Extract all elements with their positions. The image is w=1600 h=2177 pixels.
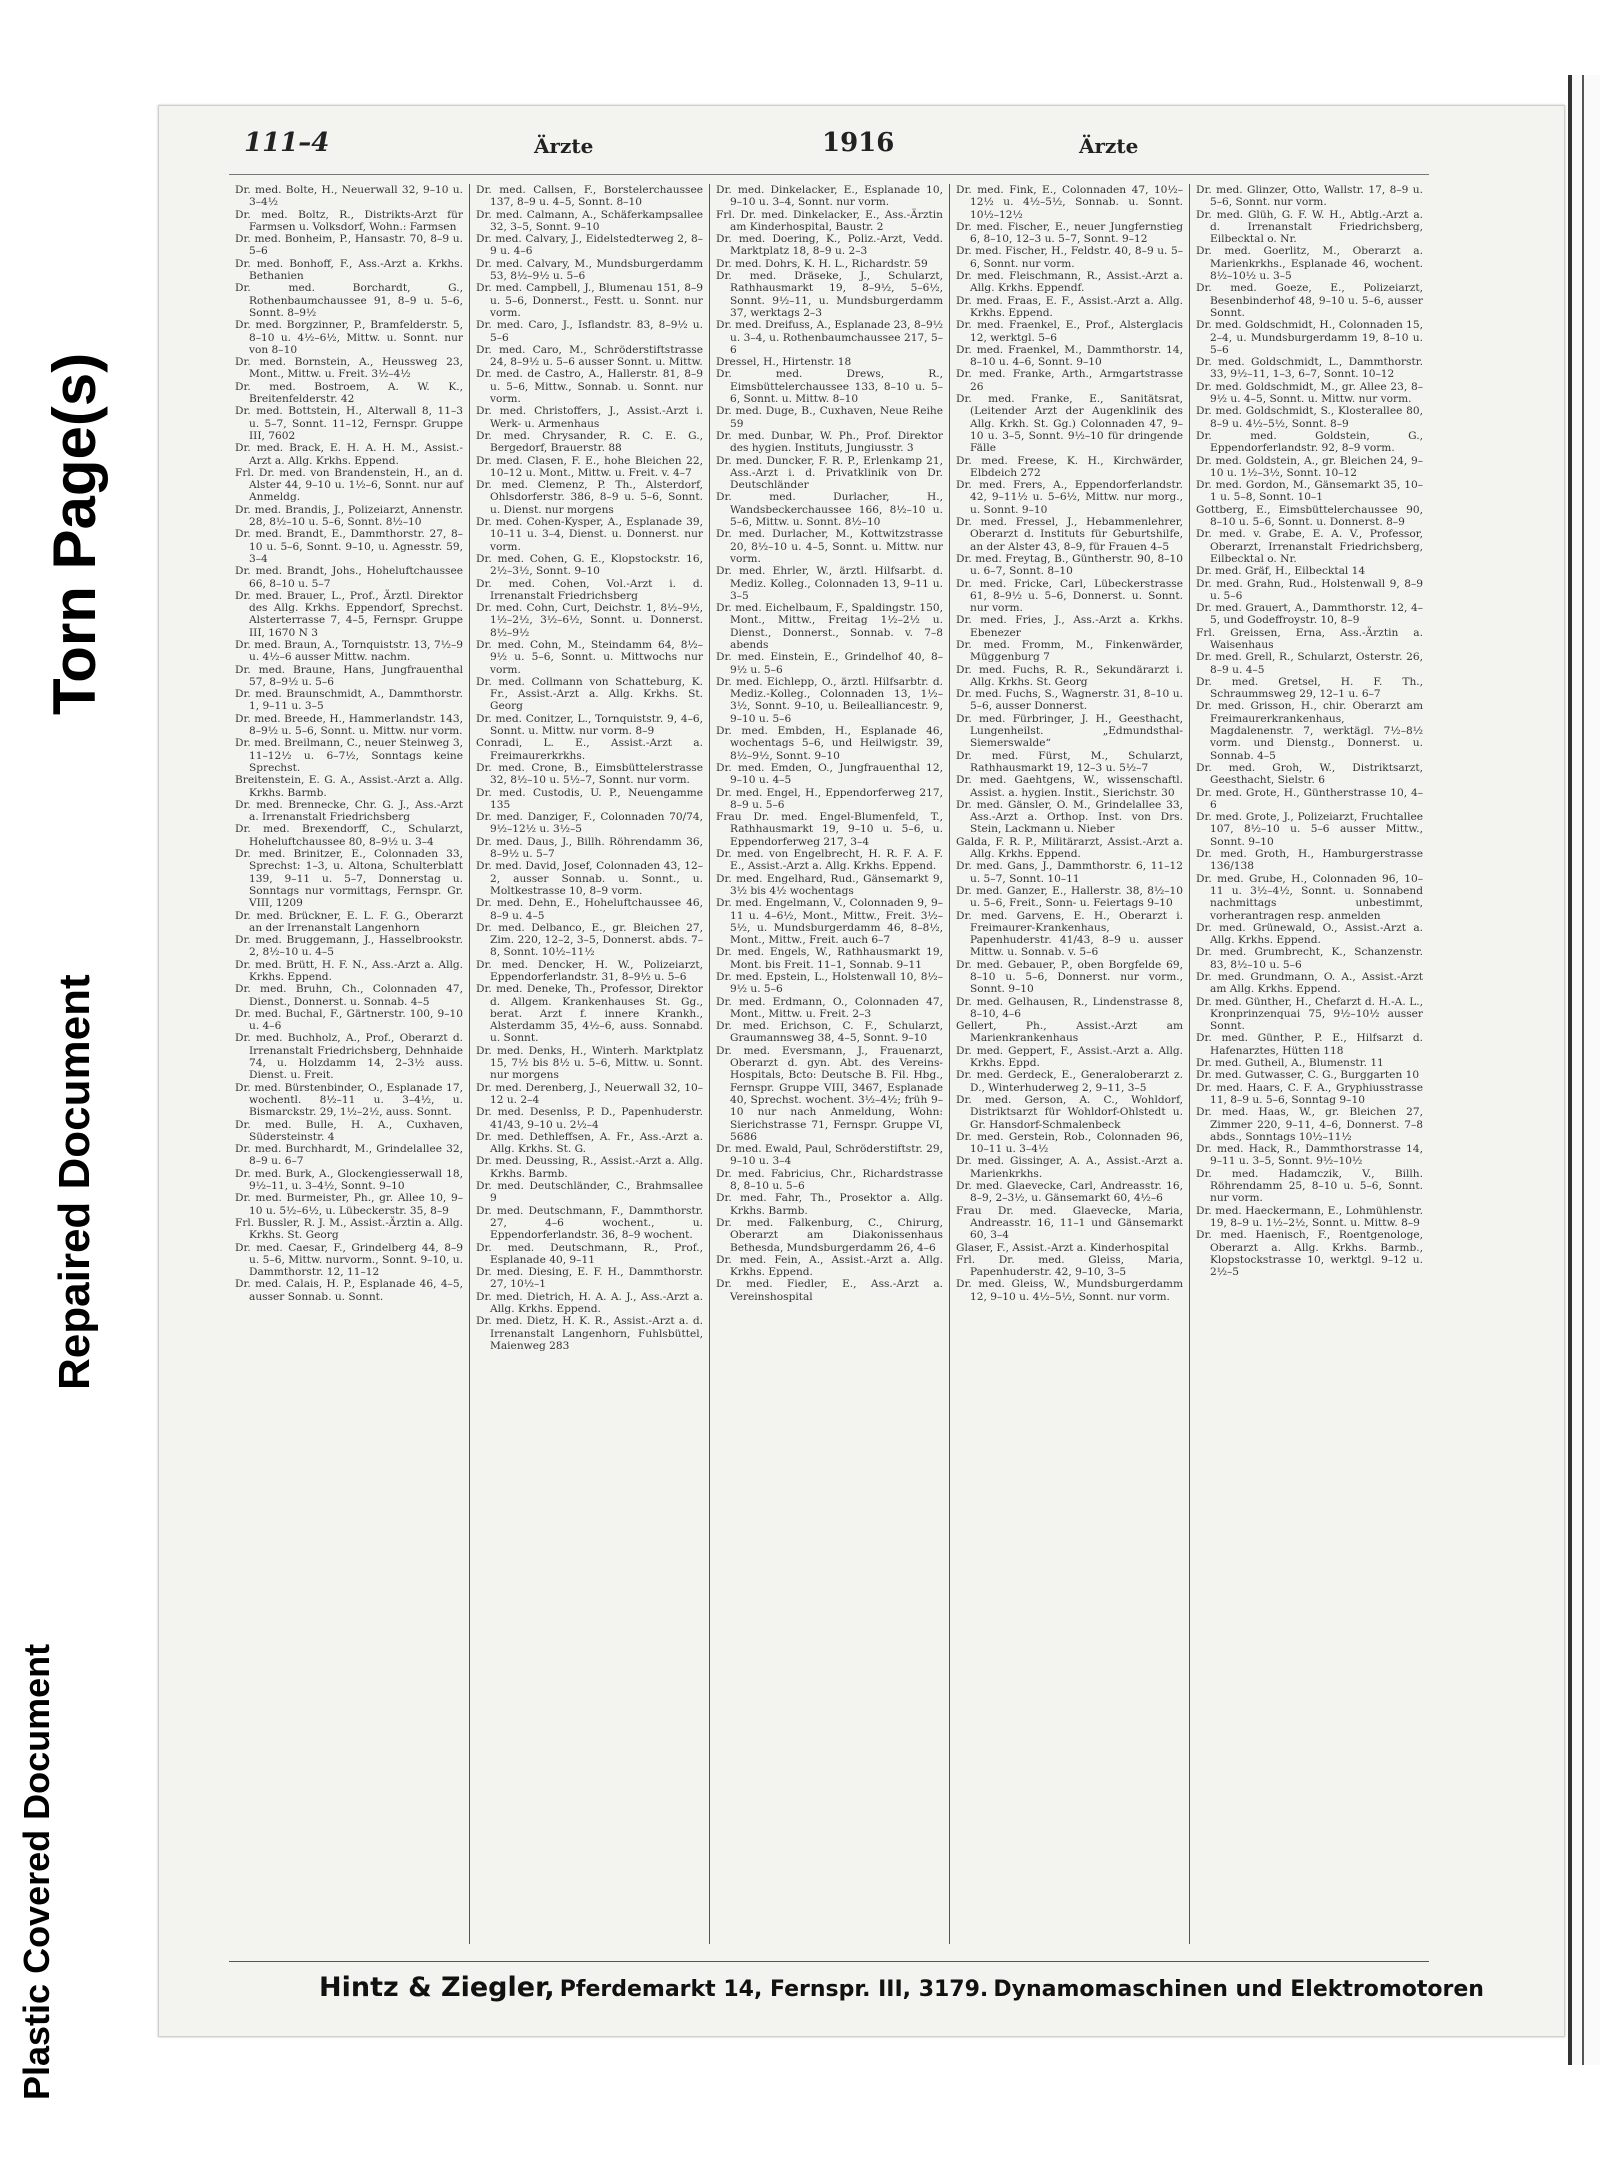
directory-entry: Dr. med. Gans, J., Dammthorstr. 6, 11–12 u. 5–7, Sonnt. 10–11 [956, 860, 1183, 885]
directory-entry: Dr. med. Goldstein, G., Eppendorferlandstr. 92, 8–9 vorm. [1196, 429, 1423, 455]
directory-entry: Dr. med. Dreifuss, A., Esplanade 23, 8–9½ u. 3–4, u. Rothenbaumchaussee 217, 5–6 [716, 319, 943, 356]
directory-entry: Dr. med. Borgzinner, P., Bramfelderstr. 5, 8–10 u. 4½–6½, Mittw. u. Sonnt. nur von 8–10 [235, 319, 463, 356]
directory-entry: Dr. med. Deneke, Th., Professor, Direktor d. Allgem. Krankenhauses St. Gg., berat. Arzt f. innere Krankh., Alsterdamm 35, 4½–6, auss. Sonnabd. u. Sonnt. [476, 983, 703, 1045]
directory-entry: Dr. med. Fiedler, E., Ass.-Arzt a. Vereinshospital [716, 1278, 943, 1303]
directory-entry: Dr. med. Brexendorff, C., Schularzt, Hoheluftchaussee 80, 8–9½ u. 3–4 [235, 823, 463, 848]
directory-entry: Dr. med. Dinkelacker, E., Esplanade 10, 9–10 u. 3–4, Sonnt. nur vorm. [716, 184, 943, 209]
directory-entry: Frl. Greissen, Erna, Ass.-Ärztin a. Waisenhaus [1196, 626, 1423, 651]
directory-entry: Dr. med. Braune, Hans, Jungfrauenthal 57, 8–9½ u. 5–6 [235, 663, 463, 688]
directory-entry: Dr. med. Goldschmidt, S., Klosterallee 80, 8–9 u. 4½–5½, Sonnt. 8–9 [1196, 405, 1423, 430]
directory-entry: Dr. med. Braun, A., Tornquiststr. 13, 7½–9 u. 4½–6 ausser Mittw. nachm. [235, 638, 463, 664]
directory-entry: Dr. med. Brandt, Johs., Hoheluftchaussee 66, 8–10 u. 5–7 [235, 565, 463, 590]
directory-entry: Dr. med. Dehn, E., Hoheluftchaussee 46, 8–9 u. 4–5 [476, 897, 703, 922]
directory-entry: Dr. med. Haars, C. F. A., Gryphiusstrasse 11, 8–9 u. 5–6, Sonntag 9–10 [1196, 1081, 1423, 1106]
directory-entry: Dr. med. Gutwasser, C. G., Burggarten 10 [1196, 1069, 1420, 1082]
directory-entry: Dr. med. Gerstein, Rob., Colonnaden 96, 10–11 u. 3–4½ [956, 1130, 1183, 1156]
directory-entry: Dr. med. Fink, E., Colonnaden 47, 10½–12½ u. 4½–5½, Sonnab. u. Sonnt. 10½–12½ [956, 184, 1183, 221]
directory-entry: Dr. med. Bulle, H. A., Cuxhaven, Südersteinstr. 4 [235, 1118, 463, 1143]
directory-entry: Dr. med. Eichlepp, O., ärztl. Hilfsarbtr. d. Mediz.-Kolleg., Colonnaden 13, 1½–3½, Sonnt. 9–10, u. Beilealliancestr. 9, 9–10 u. 5–6 [716, 675, 943, 725]
directory-entry: Dr. med. Hack, R., Dammthorstrasse 14, 9–11 u. 3–5, Sonnt. 9½–10½ [1196, 1143, 1423, 1168]
directory-entry: Dr. med. Delbanco, E., gr. Bleichen 27, Zim. 220, 12–2, 3–5, Donnerst. abds. 7–8, Sonnt. 10½–11½ [476, 921, 703, 959]
directory-entry: Dr. med. Goerlitz, M., Oberarzt a. Marienkrkhs., Esplanade 46, wochent. 8½–10½ u. 3–5 [1196, 245, 1423, 283]
directory-entry: Dr. med. Grell, R., Schularzt, Osterstr. 26, 8–9 u. 4–5 [1196, 651, 1423, 676]
directory-entry: Dr. med. Fromm, M., Finkenwärder, Müggenburg 7 [956, 638, 1183, 664]
directory-entry: Dr. med. Glüh, G. F. W. H., Abtlg.-Arzt a. d. Irrenanstalt Friedrichsberg, Eilbecktal o. Nr. [1196, 208, 1423, 246]
directory-entry: Dr. med. Callsen, F., Borstelerchaussee 137, 8–9 u. 4–5, Sonnt. 8–10 [476, 184, 703, 209]
directory-entry: Dr. med. Fraas, E. F., Assist.-Arzt a. Allg. Krkhs. Eppend. [956, 294, 1183, 319]
directory-columns [229, 184, 1429, 1944]
directory-entry: Dr. med. Ehrler, W., ärztl. Hilfsarbt. d. Mediz. Kolleg., Colonnaden 13, 9–11 u. 3–5 [716, 565, 943, 602]
directory-entry: Dr. med. Durlacher, M., Kottwitzstrasse 20, 8½–10 u. 4–5, Sonnt. u. Mittw. nur vorm. [716, 528, 943, 565]
directory-entry: Dr. med. Einstein, E., Grindelhof 40, 8–9½ u. 5–6 [716, 651, 943, 676]
directory-entry: Dr. med. Calvary, M., Mundsburgerdamm 53, 8½–9½ u. 5–6 [476, 257, 703, 283]
directory-entry: Dr. med. Fressel, J., Hebammenlehrer, Oberarzt d. Instituts für Geburtshilfe, an der Alster 43, 8–9, für Frauen 4–5 [956, 516, 1183, 553]
directory-entry: Dr. med. Brückner, E. L. F. G., Oberarzt an der Irrenanstalt Langenhorn [235, 909, 463, 934]
directory-entry: Dr. med. Haas, W., gr. Bleichen 27, Zimmer 220, 9–11, 4–6, Donnerst. 7–8 abds., Sonntags 10½–11½ [1196, 1106, 1423, 1143]
directory-entry: Dr. med. Fuchs, R. R., Sekundärarzt i. Allg. Krkhs. St. Georg [956, 663, 1183, 688]
directory-entry: Dr. med. Gänsler, O. M., Grindelallee 33, Ass.-Arzt a. Orthop. Inst. von Drs. Stein, Lackmann u. Nieber [956, 798, 1183, 836]
directory-entry: Dr. med. Cohn, M., Steindamm 64, 8½–9½ u. 5–6, Sonnt. u. Mittwochs nur vorm. [476, 638, 703, 676]
directory-entry: Dr. med. Fraenkel, E., Prof., Alsterglacis 12, werktgl. 5–6 [956, 319, 1183, 344]
directory-entry: Dr. med. v. Grabe, E. A. V., Professor, Oberarzt, Irrenanstalt Friedrichsberg, Eilbecktal o. Nr. [1196, 528, 1423, 565]
directory-entry: Dr. med. Erdmann, O., Colonnaden 47, Mont., Mittw. u. Freit. 2–3 [716, 995, 943, 1020]
directory-entry: Dr. med. Grünewald, O., Assist.-Arzt a. Allg. Krkhs. Eppend. [1196, 921, 1423, 947]
directory-entry: Dr. med. Burk, A., Glockengiesserwall 18, 9½–11, u. 3–4½, Sonnt. 9–10 [235, 1167, 463, 1193]
directory-entry: Dr. med. Fleischmann, R., Assist.-Arzt a. Allg. Krkhs. Eppendf. [956, 270, 1183, 295]
directory-entry: Dr. med. Fuchs, S., Wagnerstr. 31, 8–10 u. 5–6, ausser Donnerst. [956, 688, 1183, 713]
ad-trade: Dynamomaschinen und Elektromotoren [993, 1977, 1484, 2002]
directory-entry: Dr. med. Fries, J., Ass.-Arzt a. Krkhs. Ebenezer [956, 614, 1183, 639]
directory-entry: Dr. med. Eichelbaum, F., Spaldingstr. 150, Mont., Mittw., Freitag 1½–2½ u. Dienst., Donnerst., Sonnab. v. 7–8 abends [716, 602, 943, 651]
directory-entry: Dr. med. Burmeister, Ph., gr. Allee 10, 9–10 u. 5½–6½, u. Lübeckerstr. 35, 8–9 [235, 1192, 463, 1217]
directory-entry: Dr. med. Buchal, F., Gärtnerstr. 100, 9–10 u. 4–6 [235, 1007, 463, 1033]
directory-entry: Dr. med. Denks, H., Winterh. Marktplatz 15, 7½ bis 8½ u. 5–6, Mittw. u. Sonnt. nur morgens [476, 1044, 703, 1082]
directory-entry: Dr. med. Eversmann, J., Frauenarzt, Oberarzt d. gyn. Abt. des Vereins-Hospitals, Bcto: Deutsche B. Fil. Hbg., Fernspr. Gruppe VIII, 3467, Esplanade 40, Sprechst. wochent. 3½–4½; früh 9–10 nur nach Anmeldung, Wohn: Sierichstrasse 71, Fernspr. Gruppe VI, 5686 [716, 1044, 943, 1143]
directory-entry: Dr. med. Fürbringer, J. H., Geesthacht, Lungenheilst. „Edmundsthal-Siemerswalde“ [956, 712, 1183, 750]
stamp-repaired-document: Repaired Document [50, 974, 99, 1390]
directory-entry: Dr. med. Glinzer, Otto, Wallstr. 17, 8–9 u. 5–6, Sonnt. nur vorm. [1196, 184, 1423, 209]
directory-entry: Dr. med. Ewald, Paul, Schröderstiftstr. 29, 9–10 u. 3–4 [716, 1143, 943, 1168]
directory-entry: Dr. med. Gordon, M., Gänsemarkt 35, 10–1 u. 5–8, Sonnt. 10–1 [1196, 479, 1423, 504]
directory-entry: Dr. med. Goldstein, A., gr. Bleichen 24, 9–10 u. 1½–3½, Sonnt. 10–12 [1196, 454, 1423, 479]
directory-entry: Dr. med. Fahr, Th., Prosektor a. Allg. Krkhs. Barmb. [716, 1192, 943, 1217]
directory-entry: Dr. med. Fischer, E., neuer Jungfernstieg 6, 8–10, 12–3 u. 5–7, Sonnt. 9–12 [956, 220, 1183, 246]
directory-entry: Dr. med. Brandt, E., Dammthorstr. 27, 8–10 u. 5–6, Sonnt. 9–10, u. Agnesstr. 59, 3–4 [235, 528, 463, 565]
directory-entry: Dr. med. Garvens, E. H., Oberarzt i. Freimaurer-Krankenhaus, Papenhuderstr. 41/43, 8–9 u. ausser Mittw. u. Sonnab. v. 5–6 [956, 909, 1183, 959]
directory-entry: Dr. med. Drews, R., Eimsbüttelerchaussee 133, 8–10 u. 5–6, Sonnt. u. Mittw. 8–10 [716, 368, 943, 406]
directory-entry: Dr. med. Engel, H., Eppendorferweg 217, 8–9 u. 5–6 [716, 786, 943, 811]
directory-entry: Dr. med. Calvary, J., Eidelstedterweg 2, 8–9 u. 4–6 [476, 233, 703, 258]
directory-entry: Dr. med. Gebauer, P., oben Borgfelde 69, 8–10 u. 5–6, Donnerst. nur vorm., Sonnt. 9–10 [956, 958, 1183, 996]
directory-entry: Dr. med. Brack, E. H. A. H. M., Assist.-Arzt a. Allg. Krkhs. Eppend. [235, 442, 463, 467]
directory-entry: Dr. med. Emden, O., Jungfrauenthal 12, 9–10 u. 4–5 [716, 761, 943, 787]
directory-entry: Dr. med. Bruggemann, J., Hasselbrookstr. 2, 8½–10 u. 4–5 [235, 934, 463, 959]
directory-entry: Dressel, H., Hirtenstr. 18 [716, 356, 852, 369]
column-2 [469, 184, 709, 1944]
advertisement [319, 1972, 1484, 2003]
directory-entry: Dr. med. Brinitzer, E., Colonnaden 33, Sprechst: 1–3, u. Altona, Schulterblatt 139, 9–11 u. 5–7, Donnerstag u. Sonntags nur vormittags, Fernspr. Gr. VIII, 1209 [235, 848, 463, 910]
directory-entry: Dr. med. Gleiss, W., Mundsburgerdamm 12, 9–10 u. 4½–5½, Sonnt. nur vorm. [956, 1278, 1183, 1303]
directory-entry: Dr. med. Haeckermann, E., Lohmühlenstr. 19, 8–9 u. 1½–2½, Sonnt. u. Mittw. 8–9 [1196, 1204, 1423, 1229]
directory-entry: Dr. med. Fürst, M., Schularzt, Rathhausmarkt 19, 12–3 u. 5½–7 [956, 749, 1183, 774]
directory-entry: Conradi, L. E., Assist.-Arzt a. Freimaurerkrkhs. [476, 737, 703, 762]
stamp-torn-pages: Torn Page(s) [41, 352, 108, 715]
directory-entry: Dr. med. Bürstenbinder, O., Esplanade 17, wochentl. 8½–11 u. 3–4½, u. Bismarckstr. 29, 1½–2½, auss. Sonnt. [235, 1081, 463, 1119]
directory-entry: Dr. med. Bostroem, A. W. K., Breitenfelderstr. 42 [235, 380, 463, 406]
directory-entry: Dr. med. Clasen, F. E., hohe Bleichen 22, 10–12 u. Mont., Mittw. u. Freit. v. 4–7 [476, 454, 703, 479]
directory-entry: Dr. med. Cohen-Kysper, A., Esplanade 39, 10–11 u. 3–4, Dienst. u. Donnerst. nur vorm. [476, 516, 703, 553]
directory-entry: Dr. med. Gerson, A. C., Wohldorf, Distriktsarzt für Wohldorf-Ohlstedt u. Gr. Hansdorf-Schmalenbeck [956, 1093, 1183, 1131]
directory-entry: Dr. med. Doering, K., Poliz.-Arzt, Vedd. Marktplatz 18, 8–9 u. 2–3 [716, 233, 943, 258]
directory-entry: Dr. med. Gelhausen, R., Lindenstrasse 8, 8–10, 4–6 [956, 995, 1183, 1020]
directory-entry: Dr. med. Breilmann, C., neuer Steinweg 3, 11–12½ u. 6–7½, Sonntags keine Sprechst. [235, 737, 463, 774]
directory-entry: Dr. med. Brandis, J., Polizeiarzt, Annenstr. 28, 8½–10 u. 5–6, Sonnt. 8½–10 [235, 503, 463, 529]
directory-entry: Dr. med. Brennecke, Chr. G. J., Ass.-Arzt a. Irrenanstalt Friedrichsberg [235, 798, 463, 824]
next-page-edge [1568, 75, 1600, 2065]
page-number: 111–4 [244, 128, 330, 158]
directory-entry: Dr. med. Caro, M., Schröderstiftstrasse 24, 8–9½ u. 5–6 ausser Sonnt. u. Mittw. [476, 343, 703, 369]
directory-entry: Dr. med. Crone, B., Eimsbüttelerstrasse 32, 8½–10 u. 5½–7, Sonnt. nur vorm. [476, 761, 703, 787]
directory-entry: Dr. med. Deutschmann, R., Prof., Esplanade 40, 9–11 [476, 1241, 703, 1266]
column-1 [229, 184, 469, 1944]
directory-entry: Dr. med. Conitzer, L., Tornquiststr. 9, 4–6, Sonnt. u. Mittw. nur vorm. 8–9 [476, 712, 703, 738]
directory-entry: Dr. med. Boltz, R., Distrikts-Arzt für Farmsen u. Volksdorf, Wohn.: Farmsen [235, 208, 463, 233]
directory-entry: Dr. med. Dietrich, H. A. A. J., Ass.-Arzt a. Allg. Krkhs. Eppend. [476, 1290, 703, 1316]
directory-entry: Dr. med. Hadamczik, V., Billh. Röhrendamm 25, 8–10 u. 5–6, Sonnt. nur vorm. [1196, 1167, 1423, 1205]
directory-entry: Dr. med. Bonhoff, F., Ass.-Arzt a. Krkhs. Bethanien [235, 257, 463, 283]
directory-entry: Dr. med. Engelhard, Rud., Gänsemarkt 9, 3½ bis 4½ wochentags [716, 872, 943, 897]
directory-entry: Dr. med. Duge, B., Cuxhaven, Neue Reihe 59 [716, 405, 943, 430]
directory-entry: Frl. Dr. med. Dinkelacker, E., Ass.-Ärztin am Kinderhospital, Baustr. 2 [716, 208, 943, 233]
directory-entry: Dr. med. Brütt, H. F. N., Ass.-Arzt a. Allg. Krkhs. Eppend. [235, 958, 463, 983]
directory-entry: Dr. med. Bornstein, A., Heussweg 23, Mont., Mittw. u. Freit. 3½–4½ [235, 356, 463, 381]
directory-entry: Dr. med. Deutschmann, F., Dammthorstr. 27, 4–6 wochent., u. Eppendorferlandstr. 36, 8–9 wochent. [476, 1204, 703, 1242]
page-header [244, 128, 1424, 168]
directory-entry: Dr. med. Cohen, Vol.-Arzt i. d. Irrenanstalt Friedrichsberg [476, 577, 703, 602]
directory-entry: Breitenstein, E. G. A., Assist.-Arzt a. Allg. Krkhs. Barmb. [235, 774, 463, 799]
scan-stamps [0, 0, 150, 2177]
directory-entry: Dr. med. Bonheim, P., Hansastr. 70, 8–9 u. 5–6 [235, 233, 463, 258]
directory-entry: Dr. med. Engelmann, V., Colonnaden 9, 9–11 u. 4–6½, Mont., Mittw., Freit. 3½–5½, u. Mundsburgerdamm 46, 8–8½, Mont., Mittw., Freit. auch 6–7 [716, 897, 943, 947]
directory-entry: Dr. med. Gutheil, A., Blumenstr. 11 [1196, 1057, 1384, 1070]
column-4 [949, 184, 1189, 1944]
directory-entry: Dr. med. Franke, Arth., Armgartstrasse 26 [956, 368, 1183, 393]
directory-entry: Dr. med. David, Josef, Colonnaden 43, 12–2, ausser Sonnab. u. Sonnt., u. Moltkestrasse 10, 8–9 vorm. [476, 860, 703, 897]
directory-entry: Dr. med. Duncker, F. R. P., Erlenkamp 21, Ass.-Arzt i. d. Privatklinik von Dr. Deutschländer [716, 454, 943, 492]
directory-entry: Dr. med. Breede, H., Hammerlandstr. 143, 8–9½ u. 5–6, Sonnt. u. Mittw. nur vorm. [235, 712, 463, 738]
directory-entry: Dr. med. Erichson, C. F., Schularzt, Graumannsweg 38, 4–5, Sonnt. 9–10 [716, 1020, 943, 1045]
directory-entry: Dr. med. Daus, J., Billh. Röhrendamm 36, 8–9½ u. 5–7 [476, 835, 703, 861]
directory-entry: Dr. med. Collmann von Schatteburg, K. Fr., Assist.-Arzt a. Allg. Krkhs. St. Georg [476, 675, 703, 713]
directory-entry: Dr. med. Buchholz, A., Prof., Oberarzt d. Irrenanstalt Friedrichsberg, Dehnhaide 74, u. Holzdamm 14, 2–3½ auss. Dienst. u. Freit. [235, 1032, 463, 1082]
directory-entry: Dr. med. Fraenkel, M., Dammthorstr. 14, 8–10 u. 4–6, Sonnt. 9–10 [956, 343, 1183, 369]
directory-entry: Dr. med. Goldschmidt, L., Dammthorstr. 33, 9½–11, 1–3, 6–7, Sonnt. 10–12 [1196, 356, 1423, 381]
directory-entry: Dr. med. Deussing, R., Assist.-Arzt a. Allg. Krkhs. Barmb. [476, 1155, 703, 1180]
directory-entry: Dr. med. Deutschländer, C., Brahmsallee 9 [476, 1180, 703, 1205]
directory-entry: Dr. med. Gräf, H., Eilbecktal 14 [1196, 565, 1366, 578]
directory-entry: Dr. med. Cohen, G. E., Klopstockstr. 16, 2½–3½, Sonnt. 9–10 [476, 552, 703, 578]
directory-entry: Dr. med. Grahn, Rud., Holstenwall 9, 8–9 u. 5–6 [1196, 577, 1423, 602]
directory-entry: Dr. med. Braunschmidt, A., Dammthorstr. 1, 9–11 u. 3–5 [235, 688, 463, 713]
directory-entry: Frau Dr. med. Engel-Blumenfeld, T., Rathhausmarkt 19, 9–10 u. 5–6, u. Eppendorferweg 217, 3–4 [716, 811, 943, 848]
directory-entry: Gottberg, E., Eimsbüttelerchaussee 90, 8–10 u. 5–6, Sonnt. u. Donnerst. 8–9 [1196, 503, 1423, 529]
directory-entry: Dr. med. Franke, E., Sanitätsrat, (Leitender Arzt der Augenklinik des Allg. Krkh. St. Gg.) Colonnaden 47, 9–10 u. 3–5, Sonnt. 9½–10 für dringende Fälle [956, 393, 1183, 455]
directory-entry: Dr. med. Clemenz, P. Th., Alsterdorf, Ohlsdorferstr. 386, 8–9 u. 5–6, Sonnt. u. Dienst. nur morgens [476, 479, 703, 516]
directory-entry: Dr. med. Chrysander, R. C. E. G., Bergedorf, Brauerstr. 88 [476, 429, 703, 455]
directory-entry: Dr. med. Goldschmidt, M., gr. Allee 23, 8–9½ u. 4–5, Sonnt. u. Mittw. nur vorm. [1196, 380, 1423, 406]
section-title-right: Ärzte [1079, 134, 1139, 158]
directory-entry: Dr. med. Günther, P. E., Hilfsarzt d. Hafenarztes, Hütten 118 [1196, 1032, 1423, 1057]
directory-entry: Dr. med. Caro, J., Isflandstr. 83, 8–9½ u. 5–6 [476, 319, 703, 344]
ad-address: Pferdemarkt 14, Fernspr. III, 3179. [559, 1977, 989, 2002]
directory-entry: Dr. med. Grube, H., Colonnaden 96, 10–11 u. 3½–4½, Sonnt. u. Sonnabend nachmittags unbestimmt, vorherantragen resp. anmelden [1196, 872, 1423, 922]
directory-entry: Dr. med. Diesing, E. F. H., Dammthorstr. 27, 10½–1 [476, 1266, 703, 1291]
directory-entry: Dr. med. Dethleffsen, A. Fr., Ass.-Arzt a. Allg. Krkhs. St. G. [476, 1130, 703, 1156]
directory-entry: Dr. med. Engels, W., Rathhausmarkt 19, Mont. bis Freit. 11–1, Sonnab. 9–11 [716, 946, 943, 971]
directory-entry: Dr. med. Fischer, H., Feldstr. 40, 8–9 u. 5–6, Sonnt. nur vorm. [956, 245, 1183, 270]
directory-entry: Dr. med. Haenisch, F., Roentgenologe, Oberarzt a. Allg. Krkhs. Barmb., Klopstockstrasse 10, werktgl. 9–12 u. 2½–5 [1196, 1229, 1423, 1279]
directory-entry: Dr. med. Epstein, L., Holstenwall 10, 8½–9½ u. 5–6 [716, 971, 943, 996]
directory-entry: Dr. med. Danziger, F., Colonnaden 70/74, 9½–12½ u. 3½–5 [476, 811, 703, 836]
directory-entry: Dr. med. Fricke, Carl, Lübeckerstrasse 61, 8–9½ u. 5–6, Donnerst. u. Sonnt. nur vorm. [956, 577, 1183, 615]
directory-entry: Dr. med. Fein, A., Assist.-Arzt a. Allg. Krkhs. Eppend. [716, 1253, 943, 1279]
directory-entry: Dr. med. Geppert, F., Assist.-Arzt a. Allg. Krkhs. Eppd. [956, 1044, 1183, 1070]
directory-entry: Dr. med. Ganzer, E., Hallerstr. 38, 8½–10 u. 5–6, Freit., Sonn- u. Feiertags 9–10 [956, 884, 1183, 910]
directory-entry: Gellert, Ph., Assist.-Arzt am Marienkrankenhaus [956, 1020, 1183, 1045]
column-5 [1189, 184, 1429, 1944]
directory-entry: Dr. med. Caesar, F., Grindelberg 44, 8–9 u. 5–6, Mittw. nurvorm., Sonnt. 9–10, u. Dammthorstr. 12, 11–12 [235, 1241, 463, 1279]
directory-entry: Dr. med. Grundmann, O. A., Assist.-Arzt am Allg. Krkhs. Eppend. [1196, 971, 1423, 996]
directory-entry: Dr. med. Goeze, E., Polizeiarzt, Besenbinderhof 48, 9–10 u. 5–6, ausser Sonnt. [1196, 282, 1423, 319]
directory-entry: Dr. med. Grumbrecht, K., Schanzenstr. 83, 8½–10 u. 5–6 [1196, 946, 1423, 971]
directory-entry: Dr. med. Grote, J., Polizeiarzt, Fruchtallee 107, 8½–10 u. 5–6 ausser Mittw., Sonnt. 9–10 [1196, 811, 1423, 848]
directory-entry: Dr. med. Goldschmidt, H., Colonnaden 15, 2–4, u. Mundsburgerdamm 19, 8–10 u. 5–6 [1196, 319, 1424, 356]
directory-entry: Dr. med. Campbell, J., Blumenau 151, 8–9 u. 5–6, Donnerst., Festt. u. Sonnt. nur vorm. [476, 282, 703, 319]
directory-entry: Dr. med. Fabricius, Chr., Richardstrasse 8, 8–10 u. 5–6 [716, 1167, 943, 1193]
directory-entry: Dr. med. Gerdeck, E., Generaloberarzt z. D., Winterhuderweg 2, 9–11, 3–5 [956, 1069, 1183, 1094]
column-3 [709, 184, 949, 1944]
directory-entry: Galda, F. R. P., Militärarzt, Assist.-Arzt a. Allg. Krkhs. Eppend. [956, 835, 1183, 861]
directory-entry: Dr. med. Bruhn, Ch., Colonnaden 47, Dienst., Donnerst. u. Sonnab. 4–5 [235, 983, 463, 1008]
directory-entry: Dr. med. Desenlss, P. D., Papenhuderstr. 41/43, 9–10 u. 2½–4 [476, 1106, 703, 1131]
directory-entry: Dr. med. Glaevecke, Carl, Andreasstr. 16, 8–9, 2–3½, u. Gänsemarkt 60, 4½–6 [956, 1180, 1183, 1205]
directory-entry: Dr. med. Dunbar, W. Ph., Prof. Direktor des hygien. Instituts, Jungiusstr. 3 [716, 429, 943, 455]
directory-entry: Frl. Dr. med. Gleiss, Maria, Papenhuderstr. 42, 9–10, 3–5 [956, 1253, 1183, 1279]
directory-entry: Dr. med. Gretsel, H. F. Th., Schraummsweg 29, 12–1 u. 6–7 [1196, 675, 1423, 701]
directory-entry: Glaser, F., Assist.-Arzt a. Kinderhospital [956, 1241, 1169, 1254]
directory-entry: Dr. med. Dencker, H. W., Polizeiarzt, Eppendorferlandstr. 31, 8–9½ u. 5–6 [476, 958, 703, 983]
directory-entry: Dr. med. Durlacher, H., Wandsbeckerchaussee 166, 8½–10 u. 5–6, Mittw. u. Sonnt. 8½–10 [716, 491, 943, 529]
directory-entry: Dr. med. Bottstein, H., Alterwall 8, 11–3 u. 5–7, Sonnt. 11–12, Fernspr. Gruppe III, 7602 [235, 405, 463, 442]
directory-entry: Dr. med. Grisson, H., chir. Oberarzt am Freimaurerkrankenhaus, Magdalenenstr. 7, werktägl. 7½–8½ vorm. und Dienstg., Donnerst. u. Sonnab. 4–5 [1196, 700, 1423, 762]
year-title: 1916 [822, 128, 895, 158]
directory-entry: Dr. med. Brauer, L., Prof., Ärztl. Direktor des Allg. Krkhs. Eppendorf, Sprechst. Alsterterrasse 7, 4–5, Fernspr. Gruppe III, 1670 N 3 [235, 589, 463, 639]
advertisement-footer [229, 1961, 1484, 2012]
directory-entry: Dr. med. Calmann, A., Schäferkampsallee 32, 3–5, Sonnt. 9–10 [476, 208, 703, 233]
directory-entry: Dr. med. Dietz, H. K. R., Assist.-Arzt a. d. Irrenanstalt Langenhorn, Fuhlsbüttel, Maienweg 283 [476, 1315, 703, 1352]
directory-entry: Dr. med. Gissinger, A. A., Assist.-Arzt a. Marienkrkhs. [956, 1155, 1183, 1180]
directory-entry: Dr. med. Frers, A., Eppendorferlandstr. 42, 9–11½ u. 5–6½, Mittw. nur morg., u. Sonnt. 9–10 [956, 479, 1183, 516]
directory-entry: Dr. med. Dräseke, J., Schularzt, Rathhausmarkt 19, 8–9½, 5–6½, Sonnt. 9½–11, u. Mundsburgerdamm 37, werktags 2–3 [716, 270, 943, 319]
directory-entry: Frl. Bussler, R. J. M., Assist.-Ärztin a. Allg. Krkhs. St. Georg [235, 1216, 463, 1242]
directory-entry: Dr. med. Groth, H., Hamburgerstrasse 136/138 [1196, 848, 1423, 873]
directory-entry: Frl. Dr. med. von Brandenstein, H., an d. Alster 44, 9–10 u. 1½–6, Sonnt. nur auf Anmeldg. [235, 466, 463, 504]
directory-entry: Dr. med. Freytag, B., Güntherstr. 90, 8–10 u. 6–7, Sonnt. 8–10 [956, 552, 1183, 578]
directory-entry: Frau Dr. med. Glaevecke, Maria, Andreasstr. 16, 11–1 und Gänsemarkt 60, 3–4 [956, 1204, 1183, 1242]
ad-firm: Hintz & Ziegler, [319, 1972, 555, 2003]
directory-entry: Dr. med. Calais, H. P., Esplanade 46, 4–5, ausser Sonnab. u. Sonnt. [235, 1278, 463, 1303]
directory-entry: Dr. med. de Castro, A., Hallerstr. 81, 8–9 u. 5–6, Mittw., Sonnab. u. Sonnt. nur vorm. [476, 368, 703, 406]
directory-entry: Dr. med. Grote, H., Güntherstrasse 10, 4–6 [1196, 786, 1423, 811]
directory-entry: Dr. med. Günther, H., Chefarzt d. H.-A. L., Kronprinzenquai 75, 9½–10½ ausser Sonnt. [1196, 995, 1423, 1033]
section-title-left: Ärzte [534, 134, 594, 158]
directory-entry: Dr. med. Falkenburg, C., Chirurg, Oberarzt am Diakonissenhaus Bethesda, Mundsburgerdamm 26, 4–6 [716, 1216, 943, 1254]
directory-entry: Dr. med. von Engelbrecht, H. R. F. A. F. E., Assist.-Arzt a. Allg. Krkhs. Eppend. [716, 848, 943, 873]
stamp-plastic-covered: Plastic Covered Document [16, 1643, 57, 2100]
directory-entry: Dr. med. Custodis, U. P., Neuengamme 135 [476, 786, 703, 811]
header-rule [229, 174, 1429, 175]
directory-entry: Dr. med. Groh, W., Distriktsarzt, Geesthacht, Sielstr. 6 [1196, 761, 1423, 787]
directory-entry: Dr. med. Dohrs, K. H. L., Richardstr. 59 [716, 257, 928, 270]
directory-entry: Dr. med. Burchhardt, M., Grindelallee 32, 8–9 u. 6–7 [235, 1143, 463, 1168]
directory-entry: Dr. med. Grauert, A., Dammthorstr. 12, 4–5, und Godeffroystr. 10, 8–9 [1196, 602, 1423, 627]
directory-entry: Dr. med. Borchardt, G., Rothenbaumchaussee 91, 8–9 u. 5–6, Sonnt. 8–9½ [235, 282, 463, 319]
directory-entry: Dr. med. Freese, K. H., Kirchwärder, Elbdeich 272 [956, 454, 1183, 479]
directory-entry: Dr. med. Cohn, Curt, Deichstr. 1, 8½–9½, 1½–2½, 3½–6½, Sonnt. u. Donnerst. 8½–9½ [476, 602, 703, 639]
directory-entry: Dr. med. Bolte, H., Neuerwall 32, 9–10 u. 3–4½ [235, 184, 463, 209]
directory-entry: Dr. med. Gaehtgens, W., wissenschaftl. Assist. a. hygien. Instit., Sierichstr. 30 [956, 774, 1183, 799]
directory-entry: Dr. med. Christoffers, J., Assist.-Arzt i. Werk- u. Armenhaus [476, 405, 703, 430]
directory-entry: Dr. med. Derenberg, J., Neuerwall 32, 10–12 u. 2–4 [476, 1081, 703, 1106]
directory-page [158, 105, 1565, 2037]
directory-entry: Dr. med. Embden, H., Esplanade 46, wochentags 5–6, und Heilwigstr. 39, 8½–9½, Sonnt. 9–10 [716, 725, 943, 762]
